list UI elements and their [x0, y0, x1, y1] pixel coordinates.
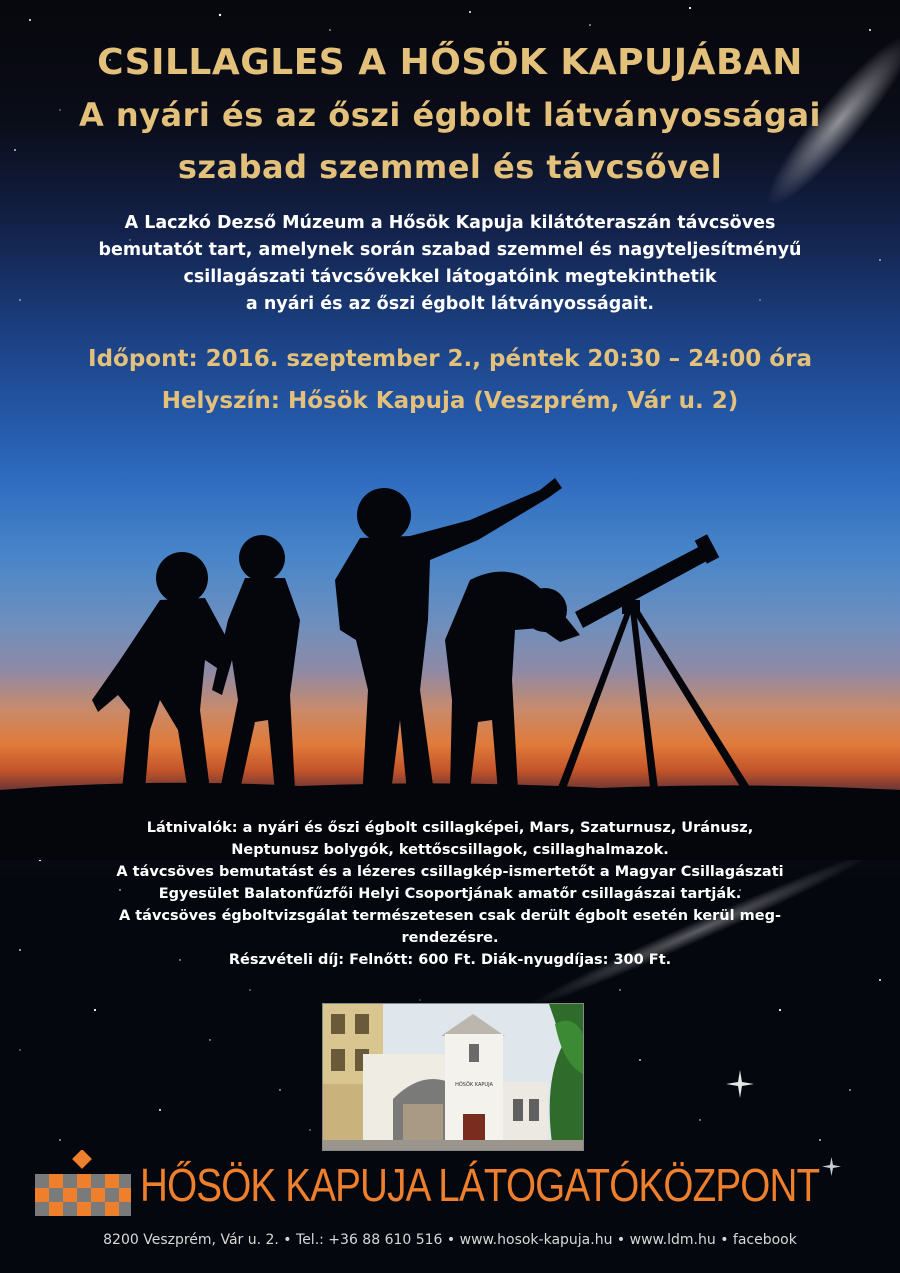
footer-contact: 8200 Veszprém, Vár u. 2. • Tel.: +36 88 610 516 • www.hosok-kapuja.hu • www.ldm.hu • facebook: [103, 1232, 797, 1248]
title-line-2: A nyári és az őszi égbolt látványosságai: [78, 96, 822, 134]
details-line: Részvételi díj: Felnőtt: 600 Ft. Diák-nyugdíjas: 300 Ft.: [228, 952, 672, 968]
checkered-logo-icon: [35, 1150, 131, 1222]
photo-sign-text: HŐSÖK KAPUJA: [455, 1082, 493, 1088]
intro-line: A Laczkó Dezső Múzeum a Hősök Kapuja kilátóteraszán távcsöves: [124, 213, 776, 233]
details-line: Látnivalók: a nyári és őszi égbolt csillagképei, Mars, Szaturnusz, Uránusz,: [146, 820, 754, 836]
intro-line: a nyári és az őszi égbolt látványosságait.: [245, 294, 655, 314]
details-line: Neptunusz bolygók, kettőscsillagok, csillaghalmazok.: [231, 842, 669, 858]
stargazers-silhouette: [0, 460, 900, 860]
intro-line: csillagászati távcsővekkel látogatóink megtekinthetik: [183, 267, 717, 287]
intro-paragraph: [40, 210, 860, 318]
details-paragraph: [30, 817, 870, 971]
visitor-center-name: HŐSÖK KAPUJA LÁTOGATÓKÖZPONT: [140, 1159, 820, 1211]
details-line: Egyesület Balatonfűzfői Helyi Csoportjának amatőr csillagászai tartják.: [158, 886, 742, 902]
intro-line: bemutatót tart, amelynek során szabad szemmel és nagyteljesítményű: [98, 240, 802, 260]
details-line: A távcsöves égboltvizsgálat természetesen csak derült égbolt esetén kerül meg-: [118, 908, 781, 924]
title-line-1: CSILLAGLES A HŐSÖK KAPUJÁBAN: [97, 42, 803, 83]
title-line-3: szabad szemmel és távcsővel: [177, 148, 723, 186]
event-time: Időpont: 2016. szeptember 2., péntek 20:30 – 24:00 óra: [88, 346, 812, 372]
details-line: rendezésre.: [401, 930, 499, 946]
hosok-kapuja-photo: [322, 1003, 584, 1151]
event-place: Helyszín: Hősök Kapuja (Veszprém, Vár u. 2): [161, 388, 739, 414]
details-line: A távcsöves bemutatást és a lézeres csillagkép-ismertetőt a Magyar Csillagászati: [116, 864, 784, 880]
